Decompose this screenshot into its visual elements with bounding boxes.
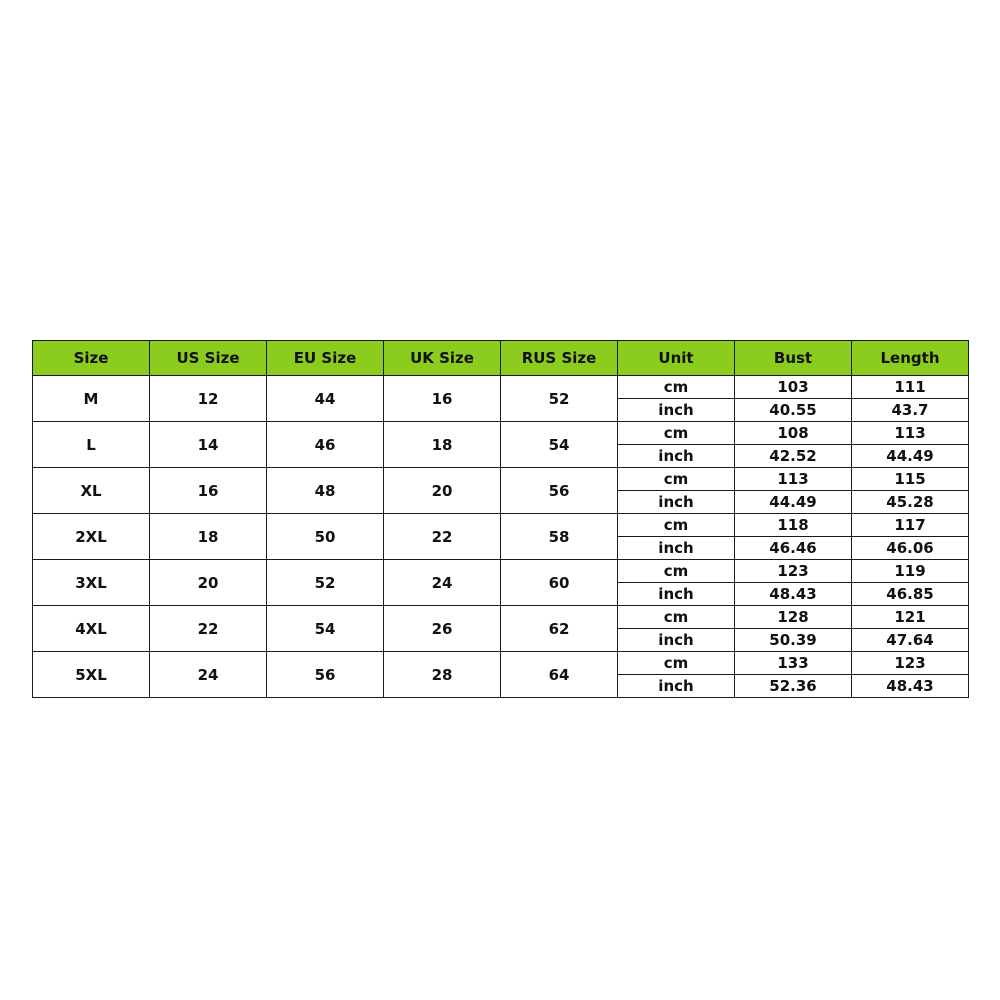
uk-size-cell: 28 (384, 652, 501, 698)
header-us-size: US Size (150, 341, 267, 376)
unit-cell: inch (618, 675, 735, 698)
size-cell: 2XL (33, 514, 150, 560)
us-size-cell: 18 (150, 514, 267, 560)
length-cell: 111 (852, 376, 969, 399)
rus-size-cell: 54 (501, 422, 618, 468)
bust-cell: 123 (735, 560, 852, 583)
unit-cell: inch (618, 537, 735, 560)
eu-size-cell: 52 (267, 560, 384, 606)
header-length: Length (852, 341, 969, 376)
length-cell: 47.64 (852, 629, 969, 652)
uk-size-cell: 22 (384, 514, 501, 560)
unit-cell: inch (618, 629, 735, 652)
us-size-cell: 12 (150, 376, 267, 422)
rus-size-cell: 58 (501, 514, 618, 560)
size-cell: 4XL (33, 606, 150, 652)
header-uk-size: UK Size (384, 341, 501, 376)
unit-cell: cm (618, 652, 735, 675)
unit-cell: cm (618, 422, 735, 445)
unit-cell: cm (618, 468, 735, 491)
table-row (33, 514, 969, 537)
length-cell: 123 (852, 652, 969, 675)
unit-cell: cm (618, 514, 735, 537)
unit-cell: inch (618, 399, 735, 422)
header-row (33, 341, 969, 376)
bust-cell: 40.55 (735, 399, 852, 422)
bust-cell: 48.43 (735, 583, 852, 606)
uk-size-cell: 20 (384, 468, 501, 514)
unit-cell: inch (618, 583, 735, 606)
eu-size-cell: 48 (267, 468, 384, 514)
table-row (33, 606, 969, 629)
table-row (33, 652, 969, 675)
bust-cell: 50.39 (735, 629, 852, 652)
size-cell: M (33, 376, 150, 422)
uk-size-cell: 18 (384, 422, 501, 468)
us-size-cell: 22 (150, 606, 267, 652)
length-cell: 115 (852, 468, 969, 491)
bust-cell: 128 (735, 606, 852, 629)
table-row (33, 468, 969, 491)
uk-size-cell: 24 (384, 560, 501, 606)
size-cell: 5XL (33, 652, 150, 698)
length-cell: 121 (852, 606, 969, 629)
us-size-cell: 20 (150, 560, 267, 606)
unit-cell: cm (618, 376, 735, 399)
length-cell: 113 (852, 422, 969, 445)
header-rus-size: RUS Size (501, 341, 618, 376)
eu-size-cell: 54 (267, 606, 384, 652)
uk-size-cell: 26 (384, 606, 501, 652)
bust-cell: 133 (735, 652, 852, 675)
bust-cell: 113 (735, 468, 852, 491)
us-size-cell: 24 (150, 652, 267, 698)
size-cell: XL (33, 468, 150, 514)
length-cell: 46.06 (852, 537, 969, 560)
eu-size-cell: 56 (267, 652, 384, 698)
bust-cell: 46.46 (735, 537, 852, 560)
size-cell: 3XL (33, 560, 150, 606)
rus-size-cell: 62 (501, 606, 618, 652)
table-row (33, 422, 969, 445)
us-size-cell: 14 (150, 422, 267, 468)
header-size: Size (33, 341, 150, 376)
header-bust: Bust (735, 341, 852, 376)
header-unit: Unit (618, 341, 735, 376)
length-cell: 45.28 (852, 491, 969, 514)
size-chart-table (32, 340, 969, 698)
unit-cell: cm (618, 560, 735, 583)
eu-size-cell: 46 (267, 422, 384, 468)
unit-cell: inch (618, 491, 735, 514)
bust-cell: 52.36 (735, 675, 852, 698)
bust-cell: 108 (735, 422, 852, 445)
rus-size-cell: 56 (501, 468, 618, 514)
uk-size-cell: 16 (384, 376, 501, 422)
unit-cell: inch (618, 445, 735, 468)
length-cell: 48.43 (852, 675, 969, 698)
bust-cell: 44.49 (735, 491, 852, 514)
length-cell: 46.85 (852, 583, 969, 606)
eu-size-cell: 44 (267, 376, 384, 422)
us-size-cell: 16 (150, 468, 267, 514)
size-cell: L (33, 422, 150, 468)
eu-size-cell: 50 (267, 514, 384, 560)
size-chart-header (33, 341, 969, 376)
table-row (33, 560, 969, 583)
rus-size-cell: 52 (501, 376, 618, 422)
length-cell: 44.49 (852, 445, 969, 468)
length-cell: 117 (852, 514, 969, 537)
header-eu-size: EU Size (267, 341, 384, 376)
bust-cell: 103 (735, 376, 852, 399)
bust-cell: 42.52 (735, 445, 852, 468)
size-chart-body (33, 376, 969, 698)
unit-cell: cm (618, 606, 735, 629)
table-row (33, 376, 969, 399)
bust-cell: 118 (735, 514, 852, 537)
length-cell: 119 (852, 560, 969, 583)
rus-size-cell: 64 (501, 652, 618, 698)
length-cell: 43.7 (852, 399, 969, 422)
rus-size-cell: 60 (501, 560, 618, 606)
